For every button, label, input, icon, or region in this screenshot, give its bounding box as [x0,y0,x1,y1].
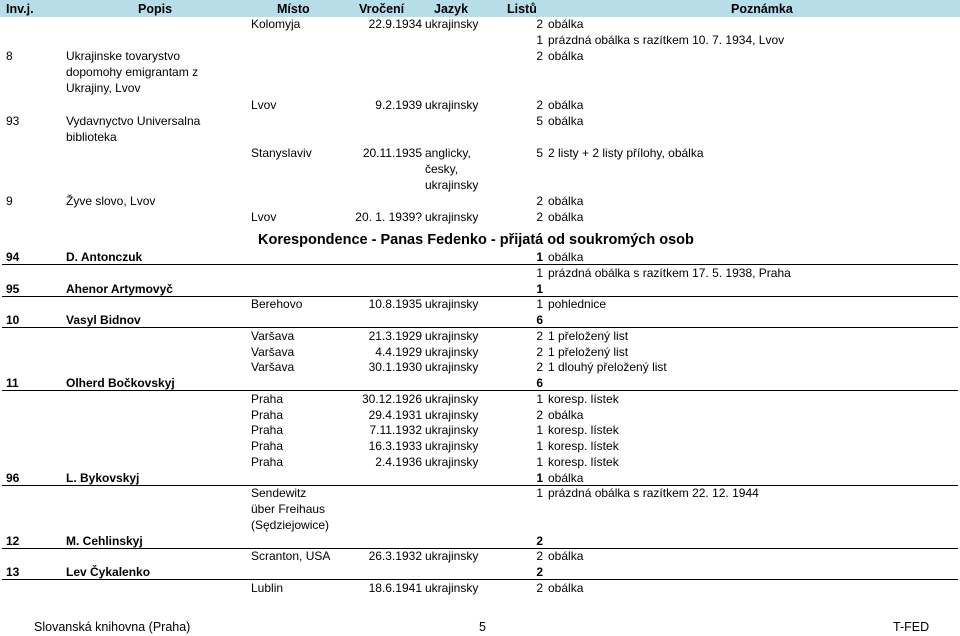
cell-inv: 94 [6,250,20,264]
cell-inv: 13 [6,565,20,579]
cell-poznamka: koresp. lístek [548,454,619,469]
cell-popis: D. Antonczuk [66,250,143,264]
cell-poznamka: obálka [548,470,584,485]
header-listu: Listů [507,2,537,16]
cell-misto: Berehovo [251,297,303,312]
cell-jazyk: ukrajinsky [425,328,479,343]
cell-jazyk: ukrajinsky [425,423,479,438]
cell-poznamka: koresp. lístek [548,391,619,406]
cell-poznamka: obálka [548,49,584,64]
cell-listu: 5 [536,113,543,128]
cell-listu: 6 [536,376,543,390]
cell-poznamka: 1 dlouhý přeložený list [548,360,667,375]
cell-datum: 26.3.1932 [368,549,422,564]
cell-datum: 10.8.1935 [368,297,422,312]
cell-misto: Varšava [251,360,295,375]
cell-popis: Lev Čykalenko [66,565,151,579]
header-poznamka: Poznámka [731,2,793,16]
header-inv: Inv.j. [6,2,34,16]
cell-listu: 2 [536,328,543,343]
cell-datum: 20.11.1935 [362,145,422,160]
cell-listu: 2 [536,360,543,375]
cell-jazyk: ukrajinsky [425,344,479,359]
cell-misto: Lvov [251,97,277,112]
cell-datum: 21.3.1929 [368,328,422,343]
cell-listu: 1 [536,486,543,501]
footer-page-number: 5 [479,620,486,634]
cell-listu: 1 [536,33,543,48]
cell-inv: 95 [6,281,20,296]
header-misto: Místo [277,2,310,16]
cell-poznamka: 2 listy + 2 listy přílohy, obálka [548,145,704,160]
footer-code: T-FED [893,620,930,634]
cell-poznamka: 1 přeložený list [548,328,629,343]
cell-listu: 2 [536,549,543,564]
cell-jazyk: anglicky, [425,145,471,160]
cell-misto: Praha [251,407,284,422]
cell-jazyk: ukrajinsky [425,360,479,375]
cell-misto: Stanyslaviv [251,145,312,160]
cell-misto: Praha [251,423,284,438]
cell-popis: Vasyl Bidnov [66,313,141,327]
cell-listu: 1 [536,454,543,469]
cell-listu: 2 [536,565,543,579]
cell-inv: 11 [6,376,19,390]
cell-jazyk: ukrajinsky [425,297,479,312]
cell-listu: 1 [536,439,543,453]
cell-misto: Praha [251,439,284,453]
cell-popis: Vydavnyctvo Universalna [66,113,201,128]
cell-poznamka: koresp. lístek [548,439,619,453]
cell-poznamka: obálka [548,250,584,264]
cell-inv: 96 [6,470,20,485]
cell-listu: 2 [536,210,543,225]
cell-misto: (Sędziejowice) [251,517,330,532]
cell-misto: Praha [251,391,284,406]
cell-jazyk: ukrajinsky [425,439,479,453]
cell-misto: Scranton, USA [251,549,331,564]
cell-poznamka: prázdná obálka s razítkem 17. 5. 1938, Praha [548,265,791,280]
cell-inv: 10 [6,313,20,327]
cell-datum: 29.4.1931 [368,407,422,422]
cell-listu: 2 [536,49,543,64]
cell-poznamka: obálka [548,194,584,209]
cell-poznamka: obálka [548,580,584,595]
cell-jazyk: ukrajinsky [425,97,479,112]
cell-poznamka: obálka [548,97,584,112]
cell-popis: Ahenor Artymovyč [66,281,173,296]
cell-listu: 2 [536,580,543,595]
cell-popis: Ukrajiny, Lvov [66,81,141,96]
cell-popis: Olherd Bočkovskyj [66,376,175,390]
cell-jazyk: ukrajinsky [425,580,479,595]
cell-listu: 2 [536,344,543,359]
cell-listu: 1 [536,265,543,280]
cell-popis: biblioteka [66,129,117,144]
cell-jazyk: ukrajinsky [425,407,479,422]
cell-inv: 93 [6,113,20,128]
header-popis: Popis [138,2,173,16]
cell-listu: 1 [536,297,543,312]
cell-listu: 2 [536,17,543,31]
cell-listu: 1 [536,391,543,406]
cell-popis: M. Cehlinskyj [66,533,143,548]
cell-datum: 2.4.1936 [375,454,422,469]
cell-misto: Varšava [251,344,295,359]
cell-listu: 2 [536,533,543,548]
cell-jazyk: česky, [425,161,459,176]
cell-misto: Praha [251,454,284,469]
cell-inv: 8 [6,49,13,64]
cell-datum: 30.12.1926 [361,391,422,406]
cell-poznamka: pohlednice [548,297,607,312]
cell-datum: 16.3.1933 [368,439,422,453]
cell-misto: Kolomyja [251,17,301,31]
cell-popis: L. Bykovskyj [66,470,140,485]
cell-misto: Sendewitz [251,486,307,501]
cell-listu: 1 [536,250,543,264]
cell-listu: 2 [536,407,543,422]
cell-datum: 22.9.1934 [368,17,422,31]
cell-misto: Lublin [251,580,284,595]
section-title: Korespondence - Panas Fedenko - přijatá od soukromých osob [258,232,694,248]
cell-jazyk: ukrajinsky [425,549,479,564]
cell-poznamka: koresp. lístek [548,423,619,438]
cell-listu: 2 [536,97,543,112]
cell-popis: dopomohy emigrantam z [66,65,199,80]
cell-jazyk: ukrajinsky [425,178,479,192]
cell-listu: 6 [536,313,543,327]
header-jazyk: Jazyk [434,2,469,16]
cell-poznamka: obálka [548,17,584,31]
cell-popis: Ukrajinske tovarystvo [66,49,181,64]
cell-listu: 1 [536,281,543,296]
cell-jazyk: ukrajinsky [425,17,479,31]
cell-poznamka: obálka [548,113,584,128]
cell-misto: Varšava [251,328,295,343]
cell-datum: 7.11.1932 [369,423,422,438]
cell-poznamka: 1 přeložený list [548,344,629,359]
cell-listu: 5 [536,145,543,160]
table-header [0,0,960,17]
footer-library: Slovanská knihovna (Praha) [34,620,191,634]
cell-misto: Lvov [251,210,277,225]
cell-datum: 4.4.1929 [375,344,422,359]
cell-datum: 18.6.1941 [368,580,422,595]
cell-poznamka: obálka [548,210,584,225]
cell-poznamka: obálka [548,549,584,564]
cell-datum: 20. 1. 1939? [355,210,422,225]
cell-popis: Žyve slovo, Lvov [66,194,156,209]
cell-listu: 1 [536,423,543,438]
cell-misto: über Freihaus [251,502,326,516]
cell-datum: 30.1.1930 [368,360,422,375]
header-vroceni: Vročení [359,2,405,16]
cell-poznamka: prázdná obálka s razítkem 22. 12. 1944 [548,486,759,501]
cell-datum: 9.2.1939 [375,97,422,112]
cell-inv: 9 [6,194,13,209]
cell-listu: 1 [536,470,543,485]
cell-jazyk: ukrajinsky [425,391,479,406]
cell-listu: 2 [536,194,543,209]
cell-jazyk: ukrajinsky [425,210,479,225]
cell-jazyk: ukrajinsky [425,454,479,469]
cell-inv: 12 [6,533,20,548]
cell-poznamka: prázdná obálka s razítkem 10. 7. 1934, Lvov [548,33,785,48]
cell-poznamka: obálka [548,407,584,422]
